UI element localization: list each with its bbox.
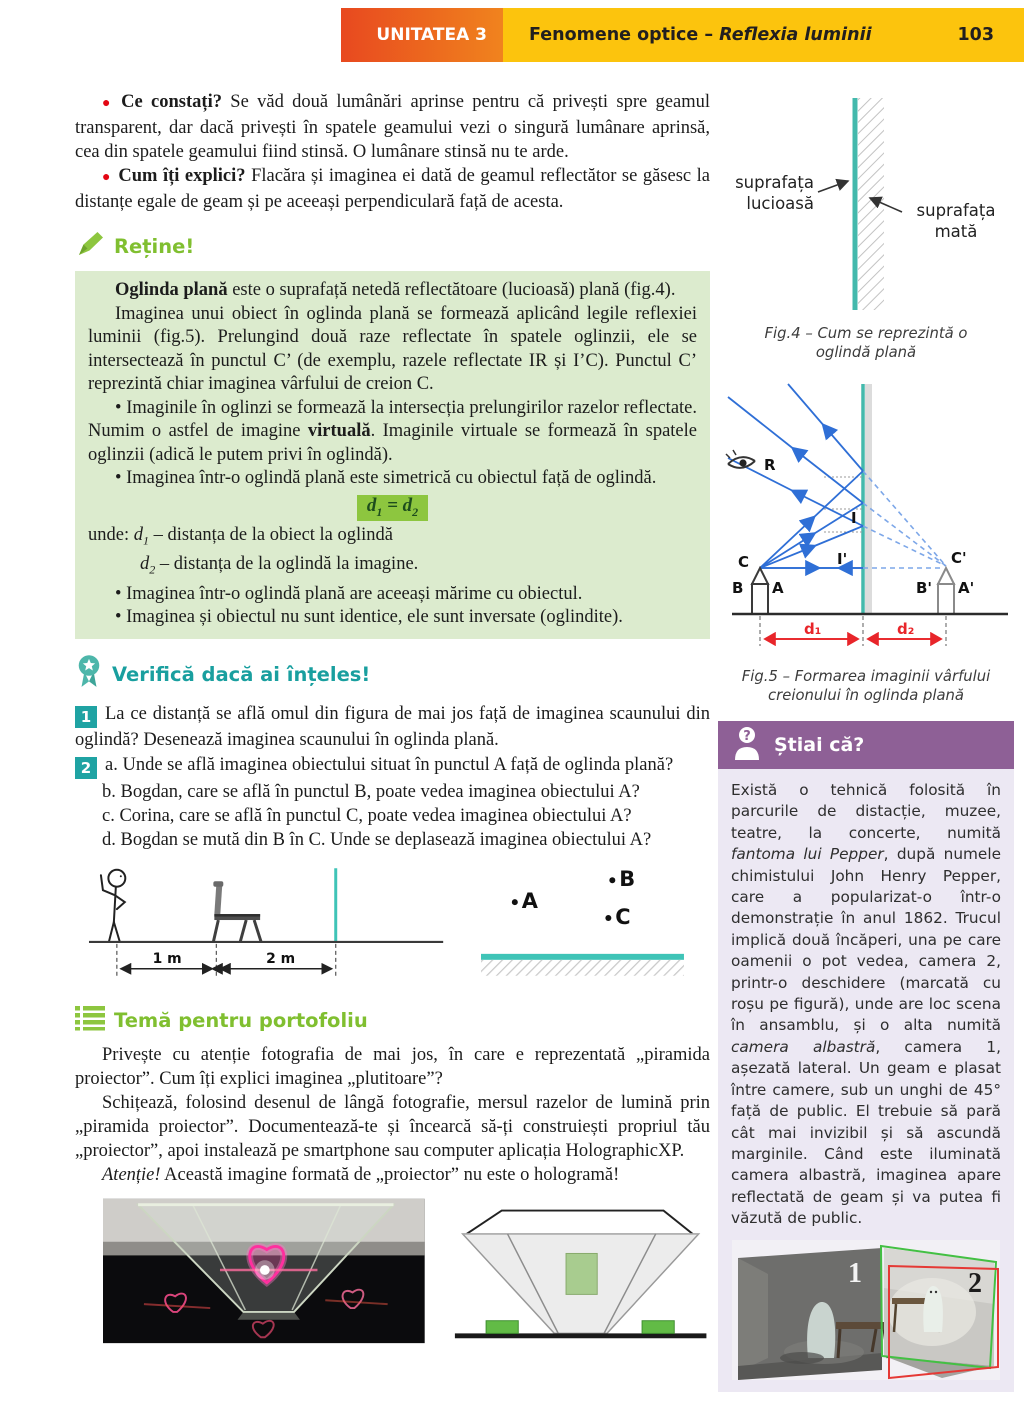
stiai-ca-text bbox=[731, 780, 1001, 1230]
label-i-prime: I' bbox=[837, 550, 848, 568]
label-suprafata-lucioasa: suprafața lucioasă bbox=[735, 173, 814, 213]
formula-row bbox=[88, 495, 697, 522]
label-a: A bbox=[772, 579, 784, 597]
question-2a-text: a. Unde se află imaginea obiectului situat în punctul A față de oglinda plană? bbox=[105, 754, 674, 775]
green-marker-right bbox=[642, 1320, 674, 1333]
question-1-text: La ce distanță se află omul din figura de mai jos față de imaginea scaunului din oglindă? Desenează imaginea scaunului în oglinda plană. bbox=[75, 703, 710, 750]
question-mark: ? bbox=[743, 728, 751, 744]
phone-outline bbox=[466, 1210, 692, 1233]
retine-bullet-4 bbox=[88, 606, 697, 630]
bullet-icon: • bbox=[115, 583, 122, 604]
question-2-number: 2 bbox=[75, 757, 97, 779]
chapter-title: Fenomene optice – bbox=[529, 25, 714, 45]
retine-bullet-1 bbox=[88, 397, 697, 468]
tema-paragraph-1: Privește cu atenție fotografia de mai jos, în care e reprezentată „piramida proiector”. Cum îți explici imaginea „plutitoare”? bbox=[75, 1044, 710, 1089]
lead-ce-constati: Ce constați? bbox=[121, 92, 222, 112]
question-2b: b. Bogdan, care se află în punctul B, poate vedea imaginea obiectului A? bbox=[102, 781, 640, 802]
lead-cum-explici: Cum îți explici? bbox=[118, 166, 246, 186]
where-label: unde: bbox=[88, 525, 134, 546]
page-number: 103 bbox=[957, 25, 994, 45]
room-2-number: 2 bbox=[968, 1267, 982, 1299]
unit-label: UNITATEA 3 bbox=[341, 8, 503, 62]
retine-heading bbox=[75, 229, 710, 264]
pencil-icon bbox=[75, 229, 105, 264]
question-2 bbox=[75, 753, 710, 779]
bullet-icon: • bbox=[115, 468, 122, 488]
atentie-lead: Atenție! bbox=[102, 1164, 161, 1185]
term-fantoma-lui-pepper: fantoma lui Pepper bbox=[731, 845, 884, 864]
question-2c: c. Corina, care se află în punctul C, poate vedea imaginea obiectului A? bbox=[102, 805, 632, 826]
label-c-prime: C' bbox=[951, 549, 967, 567]
point-b-dot bbox=[610, 877, 616, 883]
measure-lines bbox=[117, 944, 336, 976]
arrow-to-glossy bbox=[818, 181, 848, 192]
fig4-caption: Fig.4 – Cum se reprezintă o oglindă plană bbox=[764, 325, 968, 361]
mirror-hatch bbox=[481, 959, 684, 975]
mirror-back-stipple bbox=[865, 384, 872, 614]
room-1 bbox=[738, 1248, 890, 1380]
virtual-ray-prolongations bbox=[863, 471, 946, 568]
hologram-pyramid-photo bbox=[103, 1197, 425, 1345]
object-pencil bbox=[752, 568, 768, 614]
point-b-label: B bbox=[619, 866, 636, 891]
image-pencil bbox=[938, 568, 954, 614]
point-a-dot bbox=[512, 899, 518, 905]
def-d1-text: – distanța de la obiect la oglindă bbox=[148, 525, 394, 546]
retine-b1-post: . Imaginile virtuale se formează în spatele oglinzii (adică le putem privi în oglindă). bbox=[88, 421, 697, 465]
intro-text-1: Se văd două lumânări aprinse pentru că privești spre geamul transparent, dar dacă privești în spatele geamului vezi o singură lumânare aprinsă, cea din spatele geamului fiind stinsă. O lumânare stinsă nu te arde. bbox=[75, 92, 710, 162]
retine-bullet-3 bbox=[88, 583, 697, 607]
retine-heading-label: Reține! bbox=[114, 235, 195, 258]
chapter-subtitle: Reflexia luminii bbox=[719, 25, 872, 45]
where-line-1 bbox=[88, 524, 697, 553]
label-b: B bbox=[732, 579, 744, 597]
verifica-heading bbox=[75, 654, 710, 695]
label-r: R bbox=[764, 456, 776, 474]
measure-dashes bbox=[760, 616, 946, 646]
term-camera-albastra: camera albastră bbox=[731, 1037, 876, 1056]
bullet-icon: • bbox=[115, 397, 122, 418]
atentie-text: Această imagine formată de „proiector” nu este o hologramă! bbox=[160, 1164, 620, 1185]
pepper-ghost-rooms-image bbox=[732, 1240, 1000, 1380]
question-1 bbox=[75, 702, 710, 752]
verifica-heading-label: Verifică dacă ai înțeles! bbox=[112, 662, 371, 686]
stiai-text-2: , după numele chimistului John Henry Pepper, care a popularizat-o într-o demonstrație în anul 1862. Trucul implică două încăperi, una pe care oamenii o pot vedea, camera 2, printr-o deschidere (marcată cu roșu pe figură), unde are loc scena în ansamblu, și o alta numită bbox=[731, 845, 1001, 1035]
base-line bbox=[455, 1333, 707, 1338]
tema-heading-label: Temă pentru portofoliu bbox=[114, 1008, 368, 1032]
var-d1 bbox=[133, 525, 149, 548]
point-c-dot bbox=[606, 915, 612, 921]
stiai-ca-title: Știai că? bbox=[774, 734, 865, 756]
retine-b4-text: Imaginea și obiectul nu sunt identice, ele sunt inversate (oglindite). bbox=[126, 607, 623, 628]
red-bullet-icon: ● bbox=[102, 96, 115, 111]
red-bullet-icon: ● bbox=[102, 170, 112, 185]
tema-paragraph-3 bbox=[75, 1163, 710, 1187]
where-line-2 bbox=[140, 553, 697, 582]
retine-p1 bbox=[88, 279, 697, 303]
var-d1-sub: 1 bbox=[142, 533, 149, 548]
chair bbox=[213, 881, 261, 942]
points-abc-figure bbox=[481, 862, 710, 990]
page-header bbox=[341, 8, 1024, 62]
stiai-ca-header bbox=[718, 721, 1014, 769]
var-d2 bbox=[140, 554, 156, 578]
var-d2-letter: d bbox=[140, 554, 150, 575]
person-question-icon bbox=[730, 726, 764, 765]
point-a-label: A bbox=[521, 888, 539, 913]
matte-surface-hatch bbox=[858, 98, 884, 310]
fig4-mirror-representation bbox=[718, 92, 1014, 318]
question-2d: d. Bogdan se mută din B în C. Unde se deplasează imaginea obiectului A? bbox=[102, 829, 652, 850]
fig5-ray-diagram bbox=[718, 376, 1014, 656]
formula-rhs: d bbox=[402, 494, 413, 516]
mirror-bar bbox=[481, 954, 684, 960]
label-b-prime: B' bbox=[916, 579, 933, 597]
man-chair-mirror-figure bbox=[87, 862, 445, 990]
intro-paragraph-2 bbox=[75, 164, 710, 214]
list-icon bbox=[75, 1005, 105, 1036]
stiai-text-1: Există o tehnică folosită în parcurile de distacție, muzee, teatre, la concerte, numită bbox=[731, 781, 1001, 842]
retine-b1-pre: Imaginile în oglinzi se formează la intersecția prelungirilor razelor reflectate. Numim o astfel de imagine bbox=[88, 397, 698, 441]
main-column bbox=[75, 90, 710, 1345]
stiai-ca-box bbox=[718, 721, 1014, 1392]
retine-bullet-2 bbox=[88, 467, 697, 491]
term-oglinda-plana: Oglinda plană bbox=[115, 280, 228, 300]
retine-p1-rest: este o suprafață netedă reflectătoare (lucioasă) plană (fig.4). bbox=[227, 280, 676, 300]
pyramid-projector-diagram bbox=[451, 1197, 710, 1345]
label-suprafata-mata: suprafața mată bbox=[916, 201, 996, 241]
label-d1: d₁ bbox=[804, 620, 822, 638]
green-marker-left bbox=[486, 1320, 518, 1333]
label-i: I bbox=[851, 509, 857, 527]
formula-eq: = bbox=[382, 494, 403, 516]
stick-person bbox=[101, 869, 125, 941]
bullet-icon: • bbox=[115, 607, 122, 628]
incident-rays bbox=[760, 471, 863, 568]
tema-heading bbox=[75, 1005, 710, 1036]
distance-1m-label: 1 m bbox=[152, 950, 182, 967]
distance-2m-label: 2 m bbox=[266, 950, 296, 967]
stiai-text-3: , camera 1, așezată lateral. Un geam e plasat între camere, sub un unghi de 45° față de public. El trebuie să pară cât mai invizibil și să ascundă marginile. Când este iluminată camera albastră, imaginea apare reflectată de geam și va putea fi văzută de public. bbox=[731, 1037, 1001, 1228]
var-d1-letter: d bbox=[133, 525, 143, 546]
retine-b2-text: Imaginea într-o oglindă plană este simetrică cu obiectul față de oglindă. bbox=[126, 468, 657, 488]
formula-d1-equals-d2 bbox=[357, 495, 428, 522]
retine-b3-text: Imaginea într-o oglindă plană are aceeași mărime cu obiectul. bbox=[126, 583, 583, 604]
intro-paragraph-1 bbox=[75, 90, 710, 164]
label-d2: d₂ bbox=[897, 620, 915, 638]
formula-lhs: d bbox=[366, 494, 377, 516]
formula-lhs-sub: 1 bbox=[376, 504, 383, 519]
side-column bbox=[718, 92, 1014, 1392]
reflected-rays bbox=[728, 384, 863, 568]
var-d2-sub: 2 bbox=[149, 563, 156, 578]
tema-paragraph-2: Schițează, folosind desenul de lângă fotografie, mersul razelor de lumină prin „piramida proiector”. Documentează-te și încearcă să-ți construiești propriul tău „proiector”, apoi instalează pe smartphone sau computer aplicația HolographicXP. bbox=[75, 1092, 710, 1161]
chapter-bar bbox=[503, 8, 1024, 62]
fig5-caption: Fig.5 – Formarea imaginii vârfului creionului în oglinda plană bbox=[741, 668, 991, 704]
room-1-number: 1 bbox=[848, 1257, 862, 1289]
screen-image-rect bbox=[566, 1253, 597, 1294]
intro-text-2: Flacăra și imaginea ei dată de geamul reflectător se găsesc la distanțe egale de geam și pe aceeași perpendiculară față de acesta. bbox=[75, 166, 710, 212]
stiai-ca-body bbox=[718, 769, 1014, 1392]
formula-rhs-sub: 2 bbox=[412, 504, 419, 519]
point-c-label: C bbox=[615, 904, 631, 929]
exercise-figures-row bbox=[75, 862, 710, 990]
question-1-number: 1 bbox=[75, 706, 97, 728]
label-a-prime: A' bbox=[958, 579, 975, 597]
def-d2-text: – distanța de la oglindă la imagine. bbox=[155, 554, 419, 575]
bottom-images-row bbox=[75, 1197, 710, 1345]
label-c: C bbox=[738, 553, 750, 571]
badge-star-icon bbox=[75, 654, 103, 695]
term-virtuala: virtuală bbox=[307, 421, 371, 441]
retine-p2: Imaginea unui obiect în oglinda plană se formează aplicând legile reflexiei luminii (fig.5). Prelungind două raze reflectate în spatele oglinzii, ele se intersectează în punctul C’ (de exemplu, razele reflectate IR și I’C). Punctul C’ reprezintă chiar imaginea vârfului de creion C. bbox=[88, 303, 697, 394]
retine-box bbox=[75, 271, 710, 639]
